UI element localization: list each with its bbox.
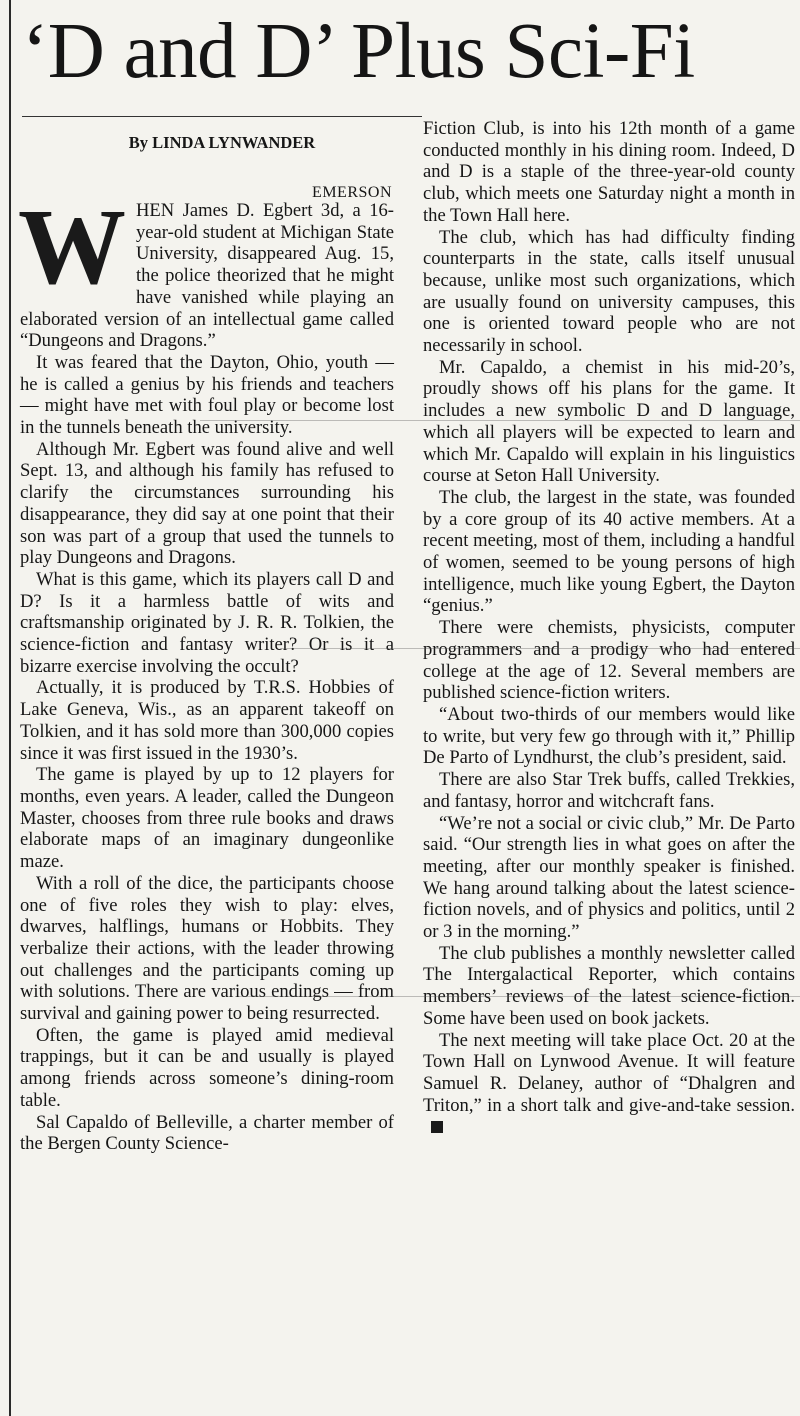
paragraph: The club, the largest in the state, was founded by a core group of its 40 active members. At a recent meeting, most of them, including a handful of women, seemed to be young persons of high intelligence, much like young Egbert, the Dayton “genius.” (423, 486, 795, 617)
paragraph: The next meeting will take place Oct. 20 at the Town Hall on Lynwood Avenue. It will feature Samuel R. Delaney, author of “Dhalgren and Triton,” in a short talk and give-and-take session. (423, 1030, 795, 1139)
paragraph: The game is played by up to 12 players for months, even years. A leader, called the Dungeon Master, chooses from three rule books and draws elaborate maps of an imaginary dungeonlike maze. (20, 764, 394, 873)
byline-divider (22, 116, 422, 117)
paragraph: There were chemists, physicists, computer programmers and a prodigy who had entered college at the age of 12. Several members are published science-fiction writers. (423, 617, 795, 704)
paragraph: Although Mr. Egbert was found alive and well Sept. 13, and although his family has refused to clarify the circumstances surrounding his disappearance, they did say at one point that their son was part of a group that used the tunnels to play Dungeons and Dragons. (20, 438, 394, 569)
paper-fold-line (200, 420, 800, 421)
paragraph: With a roll of the dice, the participants choose one of five roles they wish to play: elves, dwarves, halflings, humans or Hobbits. They verbalize their actions, with the leader throwing out challenges and the participants coming up with solutions. There are various endings — from survival and gaining power to being resurrected. (20, 872, 394, 1025)
paragraph: WHEN James D. Egbert 3d, a 16-year-old student at Michigan State University, disappeared Aug. 15, the police theorized that he might have vanished while playing an elaborated version of an intellectual game called “Dungeons and Dragons.” (18, 188, 394, 352)
column-rule (9, 0, 11, 1416)
paragraph: Mr. Capaldo, a chemist in his mid-20’s, proudly shows off his plans for the game. It includes a new symbolic D and D language, which all players will be expected to learn and which Mr. Capaldo will explain in his linguistics course at Seton Hall University. (423, 356, 795, 487)
paragraph: It was feared that the Dayton, Ohio, youth — he is called a genius by his friends and teachers — might have met with foul play or become lost in the tunnels beneath the university. (20, 351, 394, 439)
paragraph: There are also Star Trek buffs, called Trekkies, and fantasy, horror and witchcraft fans. (423, 769, 795, 812)
right-column (423, 118, 795, 1416)
paragraph: Fiction Club, is into his 12th month of a game conducted monthly in his dining room. Indeed, D and D is a staple of the three-year-old county club, which meets one Saturday night a month in the Town Hall here. (423, 118, 795, 226)
paragraph: “About two-thirds of our members would like to write, but very few go through with it,” Phillip De Parto of Lyndhurst, the club’s president, said. (423, 703, 795, 769)
paragraph: “We’re not a social or civic club,” Mr. De Parto said. “Our strength lies in what goes on after the meeting, after our monthly speaker is finished. We hang around talking about the latest science-fiction novels, and of physics and politics, until 2 or 3 in the morning.” (423, 812, 795, 943)
paper-fold-line (240, 996, 800, 997)
end-of-article-mark (431, 1121, 443, 1133)
paragraph: The club, which has had difficulty finding counterparts in the state, calls itself unusual because, unlike most such organizations, which are usually found on university campuses, this one is oriented toward people who are not necessarily in school. (423, 226, 795, 357)
headline: ‘D and D’ Plus Sci-Fi (22, 8, 695, 95)
paper-fold-line (280, 648, 800, 649)
byline: By LINDA LYNWANDER (128, 133, 316, 152)
paragraph: The club publishes a monthly newsletter called The Intergalactical Reporter, which contains members’ reviews of the latest science-fiction. Some have been used on book jackets. (423, 942, 795, 1029)
dateline: EMERSON (312, 184, 392, 201)
drop-cap: W (18, 188, 126, 307)
paragraph: Sal Capaldo of Belleville, a charter member of the Bergen County Science- (20, 1111, 394, 1155)
paragraph: What is this game, which its players call D and D? Is it a harmless battle of wits and craftsmanship originated by J. R. R. Tolkien, the science-fiction and fantasy writer? Or is it a bizarre exercise involving the occult? (20, 568, 394, 677)
paragraph: Often, the game is played amid medieval trappings, but it can be and usually is played among friends across someone’s dining-room table. (20, 1024, 394, 1111)
paragraph: Actually, it is produced by T.R.S. Hobbies of Lake Geneva, Wis., as an apparent takeoff on Tolkien, and it has sold more than 300,000 copies since it was first issued in the 1930’s. (20, 677, 394, 764)
